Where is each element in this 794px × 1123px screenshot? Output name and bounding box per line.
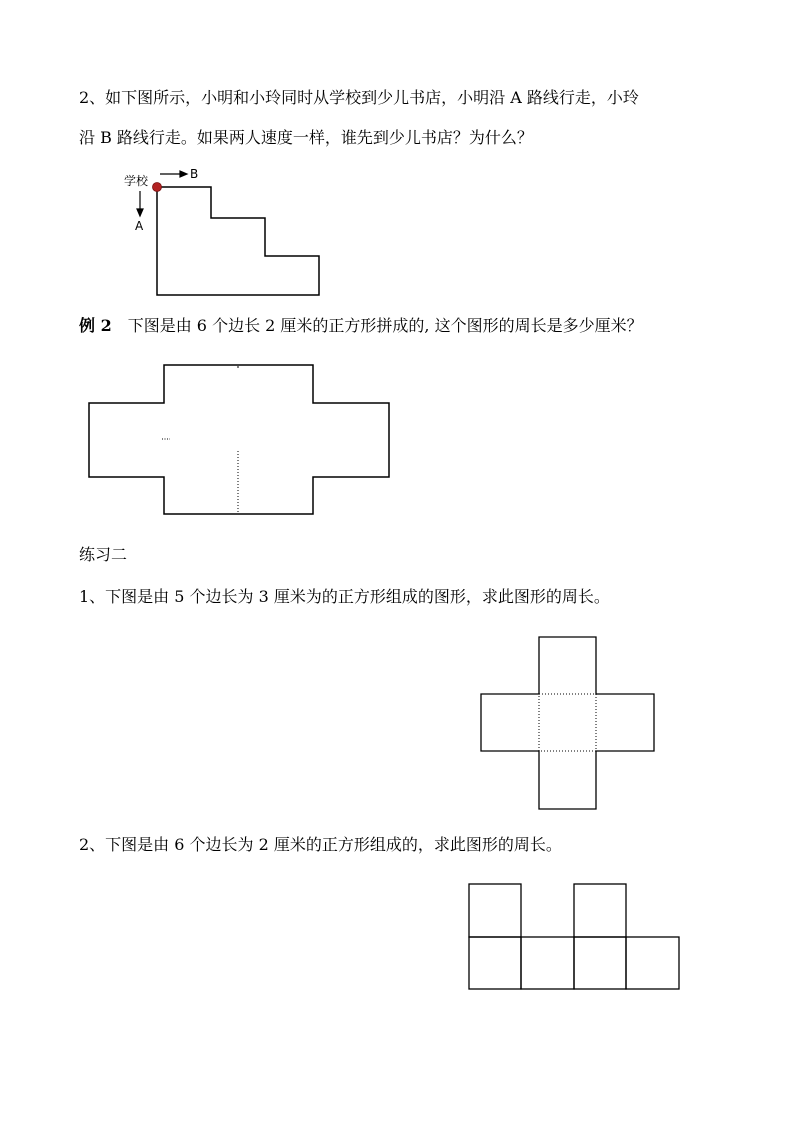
square-bottom-1 [469, 937, 521, 989]
example2-text: 下图是由 6 个边长 2 厘米的正方形拼成的, 这个图形的周长是多少厘米？ [127, 316, 643, 335]
exercise2-q1: 1、下图是由 5 个边长为 3 厘米为的正方形组成的图形，求此图形的周长。 [79, 587, 610, 606]
school-label: 学校 [124, 174, 149, 188]
route-b-label: B [190, 167, 199, 181]
square-bottom-4 [626, 937, 679, 989]
exercise2-title: 练习二 [79, 545, 128, 564]
problem2-line1: 2、如下图所示，小明和小玲同时从学校到少儿书店，小明沿 A 路线行走，小玲 [79, 88, 639, 107]
square-bottom-2 [521, 937, 574, 989]
problem2-line2: 沿 B 路线行走。如果两人速度一样，谁先到少儿书店？为什么？ [79, 128, 533, 147]
exercise2-q2: 2、下图是由 6 个边长为 2 厘米的正方形组成的，求此图形的周长。 [79, 835, 562, 854]
square-top-1 [469, 884, 521, 937]
route-a-label: A [135, 219, 144, 233]
square-top-2 [574, 884, 626, 937]
example2-prefix: 例 2 [79, 316, 112, 335]
square-bottom-3 [574, 937, 626, 989]
